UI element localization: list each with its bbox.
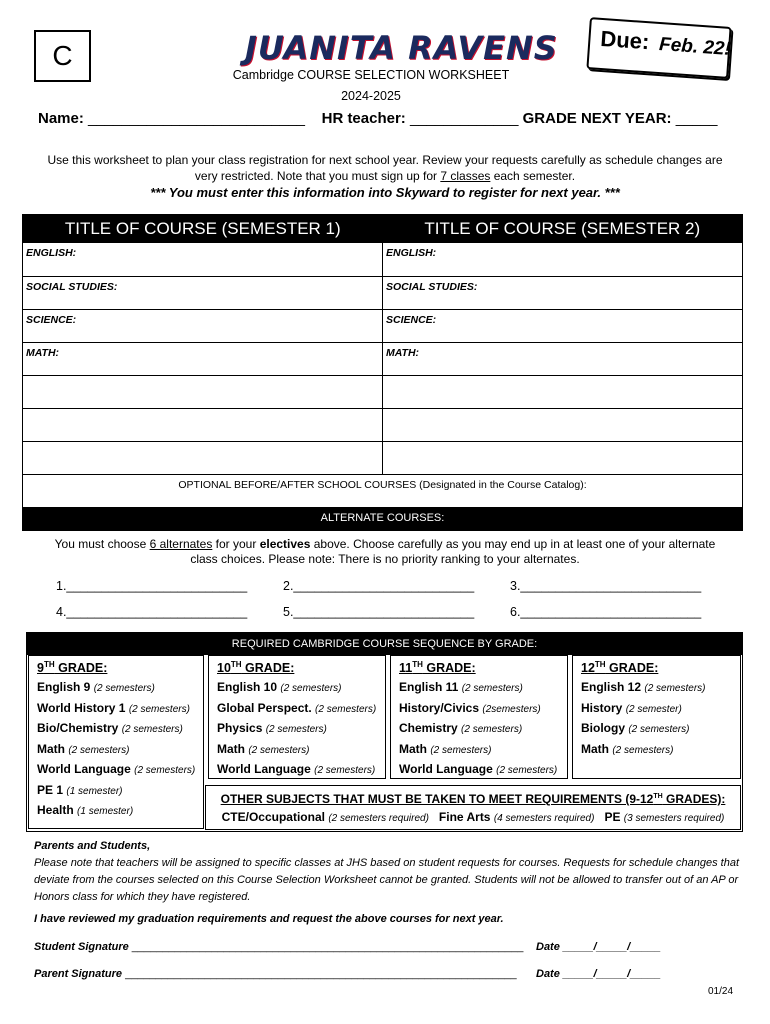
name-label: Name: bbox=[38, 110, 84, 127]
course-table bbox=[22, 214, 743, 531]
date-label: Date bbox=[536, 941, 560, 953]
course-name: Health bbox=[37, 803, 74, 818]
course-note: (2 semesters) bbox=[93, 683, 155, 695]
student-signature-field[interactable]: ________________________________________________________________ bbox=[131, 941, 524, 953]
alt-note-c: above. Choose carefully as you may end up in at least one of your alternate bbox=[310, 537, 716, 551]
required-course bbox=[37, 801, 195, 822]
sem2-course-field[interactable]: SOCIAL STUDIES: bbox=[382, 277, 742, 309]
course-name: Math bbox=[399, 741, 427, 756]
semester2-title: TITLE OF COURSE (SEMESTER 2) bbox=[424, 219, 701, 238]
course-name: World Language bbox=[399, 762, 493, 777]
required-course bbox=[399, 740, 559, 761]
school-logo: JUANITA RAVENS bbox=[245, 29, 558, 67]
grade-number: 11 bbox=[399, 661, 413, 676]
grade-title bbox=[37, 660, 195, 675]
semester1-title: TITLE OF COURSE (SEMESTER 1) bbox=[64, 219, 341, 238]
alternate-slot[interactable]: 4.__________________________ bbox=[56, 605, 248, 619]
other-subject-name: Fine Arts bbox=[438, 810, 491, 824]
course-row bbox=[23, 342, 742, 375]
grade-suffix: TH bbox=[412, 660, 423, 669]
required-course bbox=[217, 740, 377, 761]
course-name: Chemistry bbox=[399, 721, 458, 736]
name-field[interactable]: __________________________ bbox=[88, 110, 305, 127]
required-course bbox=[581, 699, 732, 720]
grade-title bbox=[217, 660, 377, 675]
intro-line2 bbox=[28, 168, 742, 184]
course-row bbox=[23, 243, 742, 276]
course-name: Physics bbox=[217, 721, 263, 736]
course-name: Math bbox=[37, 741, 65, 756]
grade-label: GRADE: bbox=[241, 661, 295, 676]
course-name: History bbox=[581, 700, 623, 715]
skyward-notice: *** You must enter this information into Skyward to register for next year. *** bbox=[150, 185, 620, 200]
grade-title bbox=[399, 660, 559, 675]
grade-label: GRADE: bbox=[605, 661, 659, 676]
sem1-course-field[interactable]: MATH: bbox=[26, 347, 60, 359]
parent-signature-field[interactable]: ________________________________________________________________ bbox=[125, 968, 517, 980]
grade-title bbox=[581, 660, 732, 675]
classes-count: 7 classes bbox=[440, 169, 491, 183]
sem1-course-field[interactable]: ENGLISH: bbox=[26, 247, 77, 259]
course-table-header bbox=[23, 215, 742, 243]
course-row bbox=[23, 441, 742, 474]
course-note: (2semesters) bbox=[482, 703, 541, 715]
course-note: (2 semesters) bbox=[496, 765, 558, 777]
course-name: Biology bbox=[581, 721, 625, 736]
parent-signature-label: Parent Signature bbox=[34, 968, 123, 980]
student-info-row bbox=[38, 110, 717, 127]
intro-paragraph bbox=[28, 152, 742, 184]
course-name: History/Civics bbox=[399, 700, 480, 715]
course-name: English 12 bbox=[581, 680, 642, 695]
sem1-course-field[interactable] bbox=[23, 442, 382, 474]
course-note: (2 semesters) bbox=[68, 744, 130, 756]
course-note: (2 semesters) bbox=[644, 683, 706, 695]
other-subjects-box bbox=[205, 785, 741, 830]
school-year: 2024-2025 bbox=[341, 89, 401, 103]
alt-note-b: for your bbox=[212, 537, 260, 551]
course-row bbox=[23, 375, 742, 408]
required-course bbox=[217, 719, 377, 740]
course-note: (1 semester) bbox=[66, 785, 123, 797]
parent-date-row bbox=[536, 968, 661, 980]
required-course bbox=[581, 719, 732, 740]
worksheet-title bbox=[210, 65, 532, 107]
date-label: Date bbox=[536, 968, 560, 980]
intro-line1: Use this worksheet to plan your class registration for next school year. Review your requests carefully as schedule changes are bbox=[47, 153, 723, 167]
hr-label: HR teacher: bbox=[321, 110, 406, 127]
parents-title: Parents and Students, bbox=[34, 840, 151, 852]
grade-label: GRADE: bbox=[54, 661, 108, 676]
electives-word: electives bbox=[259, 537, 311, 551]
student-date-row bbox=[536, 941, 661, 953]
course-note: (2 semesters) bbox=[461, 724, 523, 736]
course-note: (2 semester) bbox=[625, 703, 682, 715]
required-course bbox=[581, 740, 732, 761]
course-name: English 10 bbox=[217, 680, 278, 695]
sem2-course-field[interactable] bbox=[382, 376, 742, 408]
sem2-course-field[interactable]: MATH: bbox=[382, 343, 742, 375]
parent-date-field[interactable]: _____/_____/_____ bbox=[562, 968, 661, 980]
required-course bbox=[37, 678, 195, 699]
required-course bbox=[399, 719, 559, 740]
course-row bbox=[23, 276, 742, 309]
review-statement: I have reviewed my graduation requirements and request the above courses for next year. bbox=[34, 913, 504, 925]
grade-number: 12 bbox=[581, 661, 595, 676]
required-sequence-header: REQUIRED CAMBRIDGE COURSE SEQUENCE BY GRADE: bbox=[27, 633, 742, 655]
required-course bbox=[217, 678, 377, 699]
sem1-course-field[interactable] bbox=[23, 376, 382, 408]
sem1-course-field[interactable] bbox=[23, 409, 382, 441]
alt-note-a: You must choose bbox=[54, 537, 150, 551]
required-course bbox=[217, 760, 377, 781]
sem2-course-field[interactable] bbox=[382, 409, 742, 441]
sem2-course-field[interactable]: SCIENCE: bbox=[382, 310, 742, 342]
required-course bbox=[37, 699, 195, 720]
course-note: (2 semesters) bbox=[128, 703, 190, 715]
grade-suffix: TH bbox=[230, 660, 242, 669]
required-course bbox=[37, 740, 195, 761]
revision-code: 01/24 bbox=[708, 986, 734, 997]
sem1-course-field[interactable]: SCIENCE: bbox=[26, 314, 77, 326]
course-name: Global Perspect. bbox=[217, 700, 312, 715]
course-name: English 11 bbox=[399, 680, 459, 695]
grade-label: GRADE NEXT YEAR: bbox=[522, 110, 672, 127]
intro-line2-b: each semester. bbox=[490, 169, 576, 183]
optional-courses-field[interactable]: OPTIONAL BEFORE/AFTER SCHOOL COURSES (Designated in the Course Catalog): bbox=[23, 474, 742, 507]
other-subjects-list bbox=[206, 810, 740, 824]
course-note: (2 semesters) bbox=[461, 683, 523, 695]
alternate-courses-header: ALTERNATE COURSES: bbox=[23, 507, 742, 530]
required-course bbox=[399, 699, 559, 720]
hr-teacher-field[interactable]: _____________ bbox=[409, 110, 519, 127]
course-note: (2 semesters) bbox=[121, 724, 183, 736]
course-note: (2 semesters) bbox=[265, 724, 327, 736]
due-date-stamp bbox=[586, 17, 731, 79]
parents-text: Please note that teachers will be assigned to specific classes at JHS based on student requests for courses. Requests for schedule changes that deviate from the courses selected on this Course Selection Worksheet cannot be granted. Students will not be allowed to transfer out of an AP or Honors class for which they have registered. bbox=[34, 857, 740, 903]
due-date: Feb. 22! bbox=[658, 34, 732, 60]
course-row bbox=[23, 408, 742, 441]
grade-field[interactable]: _____ bbox=[675, 110, 718, 127]
course-note: (2 semesters) bbox=[280, 683, 342, 695]
alternates-note bbox=[28, 537, 742, 567]
required-course bbox=[37, 781, 195, 802]
required-course bbox=[581, 678, 732, 699]
alternate-slot[interactable]: 1.__________________________ bbox=[56, 579, 248, 593]
alternate-slot[interactable]: 2.__________________________ bbox=[283, 579, 475, 593]
other-subject-note: (3 semesters required) bbox=[623, 813, 725, 824]
worksheet-title-line1: Cambridge COURSE SELECTION WORKSHEET bbox=[232, 68, 510, 82]
intro-line2-a: very restricted. Note that you must sign up for bbox=[194, 169, 441, 183]
grade-12-column bbox=[572, 655, 741, 779]
parents-notice bbox=[34, 838, 744, 906]
alternates-note-line2: class choices. Please note: There is no priority ranking to your alternates. bbox=[190, 552, 580, 566]
course-name: Bio/Chemistry bbox=[37, 721, 119, 736]
course-note: (2 semesters) bbox=[430, 744, 492, 756]
alternate-slot[interactable]: 5.__________________________ bbox=[283, 605, 475, 619]
course-note: (1 semester) bbox=[77, 806, 134, 818]
student-date-field[interactable]: _____/_____/_____ bbox=[562, 941, 661, 953]
other-subject-name: PE bbox=[604, 810, 621, 824]
grade-11-column bbox=[390, 655, 568, 779]
course-name: Math bbox=[581, 741, 609, 756]
required-course bbox=[37, 719, 195, 740]
course-name: English 9 bbox=[37, 680, 91, 695]
alternates-note-line1 bbox=[28, 537, 742, 552]
required-course bbox=[399, 678, 559, 699]
student-signature-label: Student Signature bbox=[34, 941, 129, 953]
other-title-sup: TH bbox=[653, 793, 663, 800]
course-note: (2 semesters) bbox=[612, 744, 674, 756]
course-name: PE 1 bbox=[37, 782, 64, 797]
alternate-slot[interactable]: 6.__________________________ bbox=[510, 605, 702, 619]
student-signature-row bbox=[34, 941, 523, 953]
course-note: (2 semesters) bbox=[628, 724, 690, 736]
required-course bbox=[37, 760, 195, 781]
grade-suffix: TH bbox=[43, 660, 55, 669]
other-subject-name: CTE/Occupational bbox=[221, 810, 325, 824]
grade-9-column bbox=[28, 655, 204, 829]
sem2-course-field[interactable]: ENGLISH: bbox=[382, 243, 742, 276]
alternates-count: 6 alternates bbox=[149, 537, 213, 551]
due-label: Due: bbox=[599, 25, 651, 55]
grade-suffix: TH bbox=[594, 660, 606, 669]
alternate-slot[interactable]: 3.__________________________ bbox=[510, 579, 702, 593]
other-subject-note: (4 semesters required) bbox=[493, 813, 595, 824]
other-title-a: OTHER SUBJECTS THAT MUST BE TAKEN TO MEET REQUIREMENTS (9-12 bbox=[220, 792, 654, 806]
course-name: World Language bbox=[37, 762, 131, 777]
alternates-list bbox=[56, 579, 726, 619]
parent-signature-row bbox=[34, 968, 517, 980]
other-title-b: GRADES): bbox=[662, 792, 726, 806]
course-note: (2 semesters) bbox=[248, 744, 310, 756]
required-course bbox=[399, 760, 559, 781]
grade-number: 9 bbox=[37, 661, 44, 676]
grade-10-column bbox=[208, 655, 386, 779]
sem2-course-field[interactable] bbox=[382, 442, 742, 474]
course-note: (2 semesters) bbox=[314, 765, 376, 777]
course-name: World Language bbox=[217, 762, 311, 777]
other-subject-note: (2 semesters required) bbox=[328, 813, 429, 824]
course-name: World History 1 bbox=[37, 700, 126, 715]
sem1-course-field[interactable]: SOCIAL STUDIES: bbox=[26, 281, 118, 293]
course-name: Math bbox=[217, 741, 245, 756]
required-course bbox=[217, 699, 377, 720]
course-note: (2 semesters) bbox=[134, 765, 196, 777]
other-subjects-title bbox=[206, 792, 740, 806]
corner-letter: C bbox=[34, 30, 91, 82]
course-note: (2 semesters) bbox=[315, 703, 377, 715]
course-row bbox=[23, 309, 742, 342]
grade-label: GRADE: bbox=[422, 661, 476, 676]
grade-number: 10 bbox=[217, 661, 231, 676]
